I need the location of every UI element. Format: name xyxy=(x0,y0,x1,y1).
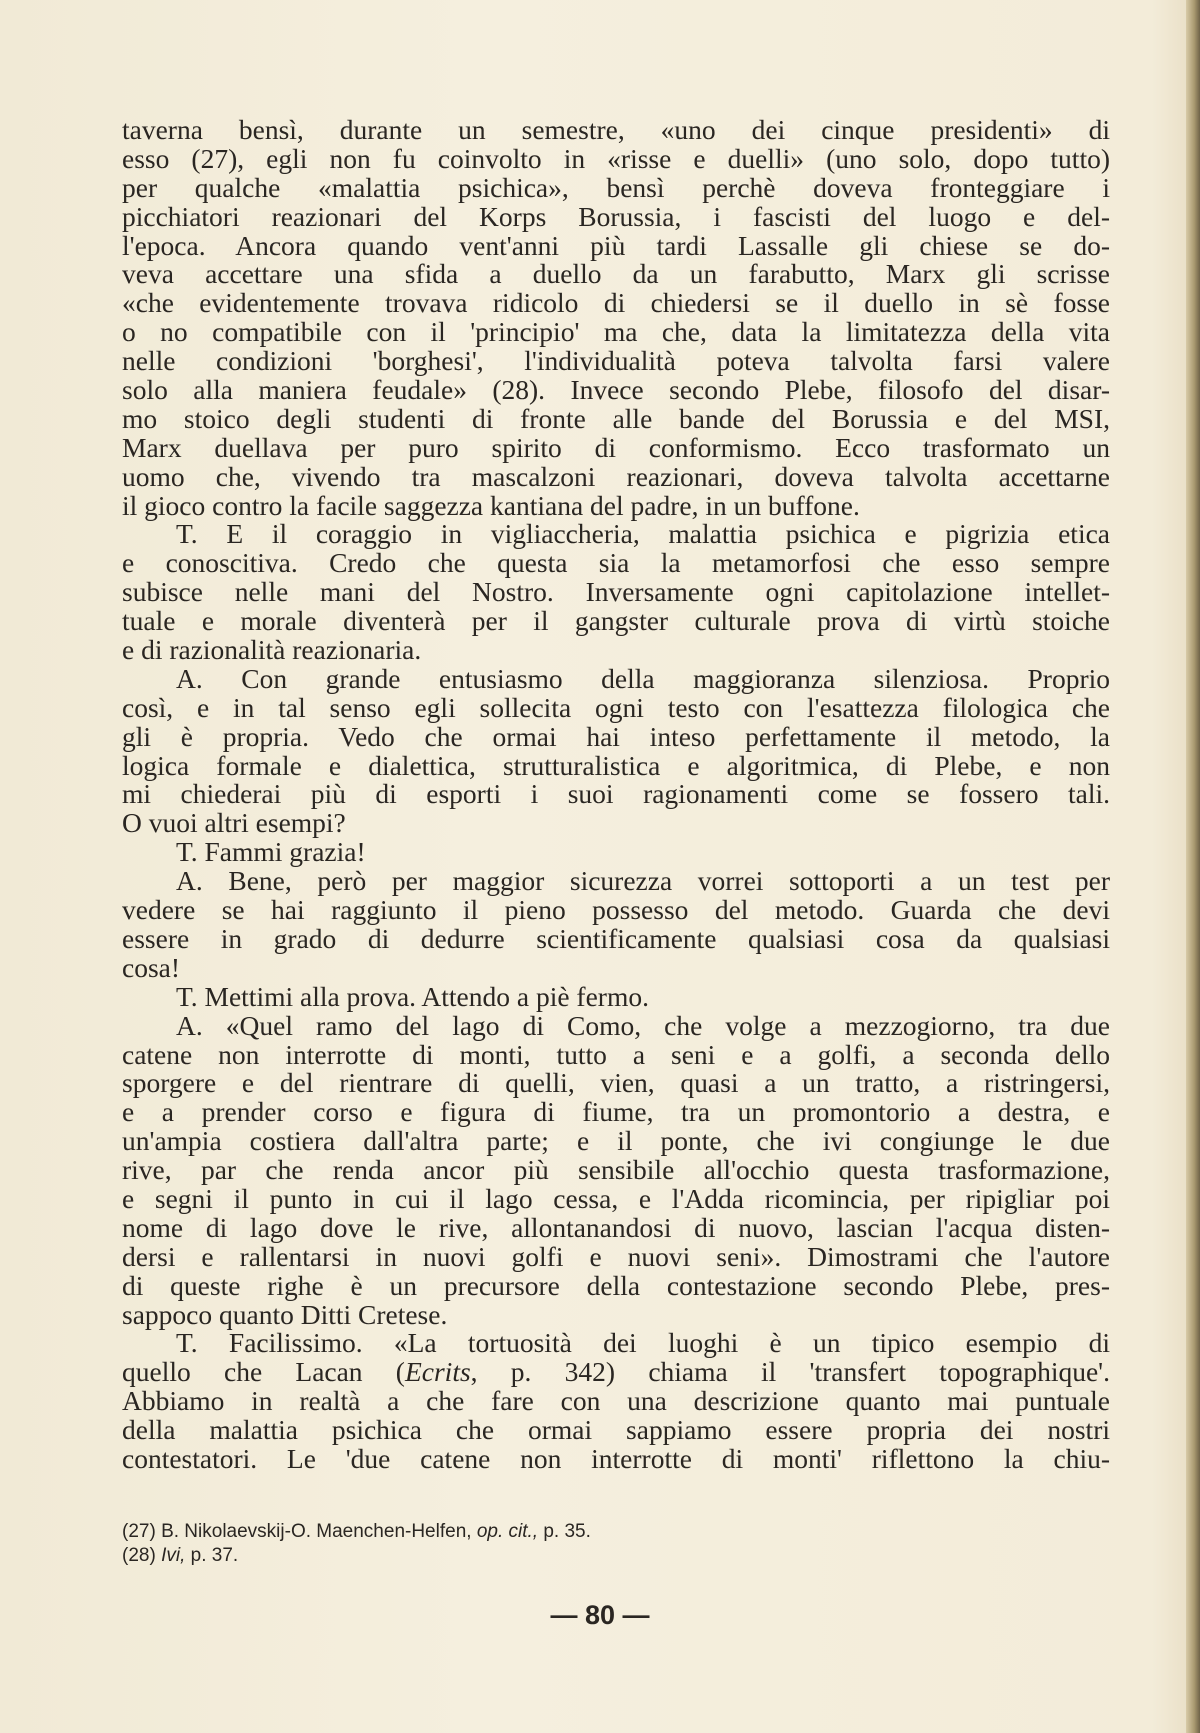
text-line: cosa! xyxy=(122,951,181,983)
text-line: o no compatibile con il 'principio' ma che, data la limitatezza della vita xyxy=(122,316,1110,348)
text-line: sappoco quanto Ditti Cretese. xyxy=(122,1298,448,1330)
text-line: O vuoi altri esempi? xyxy=(122,807,346,839)
text-line: per qualche «malattia psichica», bensì perchè doveva fronteggiare i xyxy=(122,171,1110,203)
text-line: rive, par che renda ancor più sensibile all'occhio questa trasformazione, xyxy=(122,1154,1110,1186)
page-edge-shadow xyxy=(1186,0,1200,1733)
text-line: «che evidentemente trovava ridicolo di chiedersi se il duello in sè fosse xyxy=(122,287,1110,319)
text-line: T. Mettimi alla prova. Attendo a piè fermo. xyxy=(176,980,649,1012)
text-line: Abbiamo in realtà a che fare con una descrizione quanto mai puntuale xyxy=(122,1385,1110,1417)
text-line: veva accettare una sfida a duello da un farabutto, Marx gli scrisse xyxy=(122,258,1110,290)
text-line: della malattia psichica che ormai sappiamo essere propria dei nostri xyxy=(122,1414,1110,1446)
text-line: un'ampia costiera dall'altra parte; e il ponte, che ivi congiunge le due xyxy=(122,1125,1110,1157)
footnote-28: (28) Ivi, p. 37. xyxy=(122,1545,239,1566)
text-line: esso (27), egli non fu coinvolto in «risse e duelli» (uno solo, dopo tutto) xyxy=(122,142,1110,174)
text-line: di queste righe è un precursore della contestazione secondo Plebe, pres- xyxy=(122,1269,1110,1301)
text-line: essere in grado di dedurre scientificamente qualsiasi cosa da qualsiasi xyxy=(122,922,1110,954)
text-line: subisce nelle mani del Nostro. Inversamente ogni capitolazione intellet- xyxy=(122,576,1110,608)
text-line: T. E il coraggio in vigliaccheria, malattia psichica e pigrizia etica xyxy=(176,518,1110,550)
text-line: picchiatori reazionari del Korps Borussia, i fascisti del luogo e del- xyxy=(122,200,1110,232)
text-line: T. Fammi grazia! xyxy=(176,836,366,868)
text-line: così, e in tal senso egli sollecita ogni testo con l'esattezza filologica che xyxy=(122,691,1110,723)
text-line: nome di lago dove le rive, allontanandosi di nuovo, lascian l'acqua disten- xyxy=(122,1211,1110,1243)
text-line: dersi e rallentarsi in nuovi golfi e nuovi seni». Dimostrami che l'autore xyxy=(122,1240,1110,1272)
footnotes xyxy=(122,1520,1110,1568)
text-line: e a prender corso e figura di fiume, tra un promontorio a destra, e xyxy=(122,1096,1110,1128)
text-line: quello che Lacan (Ecrits, p. 342) chiama il 'transfert topographique'. xyxy=(122,1356,1110,1388)
footnote-27: (27) B. Nikolaevskij-O. Maenchen-Helfen, op. cit., p. 35. xyxy=(122,1521,591,1542)
text-line: tuale e morale diventerà per il gangster culturale prova di virtù stoiche xyxy=(122,605,1110,637)
text-line: contestatori. Le 'due catene non interrotte di monti' riflettono la chiu- xyxy=(122,1442,1110,1474)
text-line: Marx duellava per puro spirito di conformismo. Ecco trasformato un xyxy=(122,431,1110,463)
body-text xyxy=(122,116,1110,1474)
text-line: nelle condizioni 'borghesi', l'individualità poteva talvolta farsi valere xyxy=(122,345,1110,377)
text-line: catene non interrotte di monti, tutto a seni e a golfi, a seconda dello xyxy=(122,1038,1110,1070)
page-number: — 80 — xyxy=(550,1600,650,1630)
text-line: sporgere e del rientrare di quelli, vien, quasi a un tratto, a ristringersi, xyxy=(122,1067,1110,1099)
text-line: uomo che, vivendo tra mascalzoni reazionari, doveva talvolta accettarne xyxy=(122,460,1110,492)
text-line: A. Con grande entusiasmo della maggioranza silenziosa. Proprio xyxy=(176,662,1110,694)
text-line: A. «Quel ramo del lago di Como, che volge a mezzogiorno, tra due xyxy=(176,1009,1110,1041)
text-line: vedere se hai raggiunto il pieno possesso del metodo. Guarda che devi xyxy=(122,894,1110,926)
text-line: mo stoico degli studenti di fronte alle bande del Borussia e del MSI, xyxy=(122,402,1110,434)
text-line: l'epoca. Ancora quando vent'anni più tardi Lassalle gli chiese se do- xyxy=(122,229,1110,261)
text-line: A. Bene, però per maggior sicurezza vorrei sottoporti a un test per xyxy=(176,865,1110,897)
text-line: mi chiederai più di esporti i suoi ragionamenti come se fossero tali. xyxy=(122,778,1110,810)
text-line: taverna bensì, durante un semestre, «uno dei cinque presidenti» di xyxy=(122,114,1110,145)
text-line: il gioco contro la facile saggezza kantiana del padre, in un buffone. xyxy=(122,489,860,521)
text-line: T. Facilissimo. «La tortuosità dei luoghi è un tipico esempio di xyxy=(176,1327,1110,1359)
text-line: e di razionalità reazionaria. xyxy=(122,634,422,666)
text-line: solo alla maniera feudale» (28). Invece secondo Plebe, filosofo del disar- xyxy=(122,374,1110,406)
text-line: logica formale e dialettica, strutturalistica e algoritmica, di Plebe, e non xyxy=(122,749,1110,781)
text-line: gli è propria. Vedo che ormai hai inteso perfettamente il metodo, la xyxy=(122,720,1110,752)
text-line: e conoscitiva. Credo che questa sia la metamorfosi che esso sempre xyxy=(122,547,1110,579)
text-line: e segni il punto in cui il lago cessa, e l'Adda ricomincia, per ripigliar poi xyxy=(122,1182,1110,1214)
